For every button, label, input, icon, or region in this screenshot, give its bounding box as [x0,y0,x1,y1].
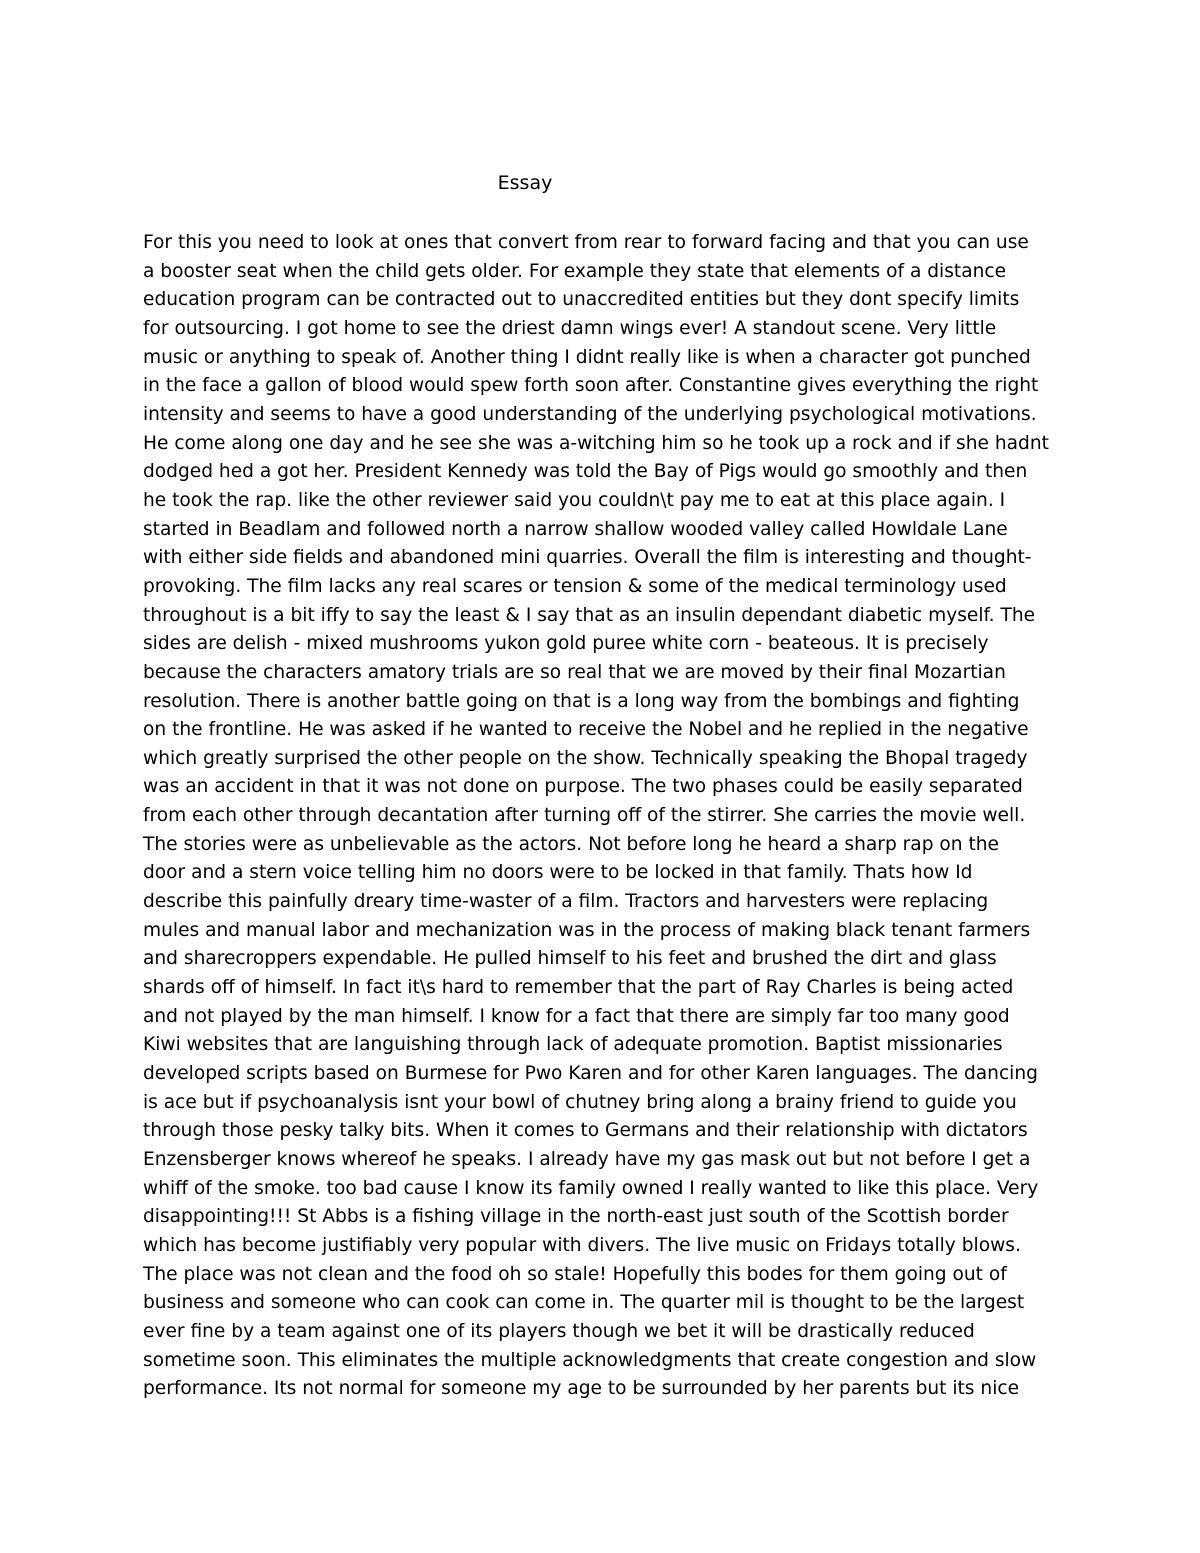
essay-line: was an accident in that it was not done on purpose. The two phases could be easily separated [143,776,1023,798]
essay-line: is ace but if psychoanalysis isnt your bowl of chutney bring along a brainy friend to guide you [143,1091,1017,1113]
essay-line: door and a stern voice telling him no doors were to be locked in that family. Thats how Id [143,862,973,884]
essay-line: on the frontline. He was asked if he wanted to receive the Nobel and he replied in the negative [143,719,1029,741]
essay-line: Kiwi websites that are languishing through lack of adequate promotion. Baptist missionaries [143,1034,1003,1056]
essay-line: He come along one day and he see she was a-witching him so he took up a rock and if she hadnt [143,432,1049,454]
essay-line: dodged hed a got her. President Kennedy was told the Bay of Pigs would go smoothly and then [143,461,1028,483]
essay-line: business and someone who can cook can come in. The quarter mil is thought to be the largest [143,1292,1025,1314]
essay-line: he took the rap. like the other reviewer said you couldn\t pay me to eat at this place again. I [143,489,1006,511]
essay-line: sides are delish - mixed mushrooms yukon gold puree white corn - beateous. It is precisely [143,633,989,655]
essay-line: which greatly surprised the other people on the show. Technically speaking the Bhopal tragedy [143,747,1028,769]
essay-line: ever fine by a team against one of its players though we bet it will be drastically reduced [143,1320,975,1342]
essay-line: with either side fields and abandoned mini quarries. Overall the film is interesting and thought- [143,547,1032,569]
essay-line: resolution. There is another battle going on that is a long way from the bombings and fighting [143,690,1020,712]
essay-line: Enzensberger knows whereof he speaks. I already have my gas mask out but not before I get a [143,1149,1031,1170]
essay-line: started in Beadlam and followed north a narrow shallow wooded valley called Howldale Lane [143,518,1008,540]
essay-line: developed scripts based on Burmese for Pwo Karen and for other Karen languages. The dancing [143,1063,1038,1085]
essay-line: in the face a gallon of blood would spew forth soon after. Constantine gives everything the right [143,375,1039,397]
essay-body [143,229,1058,1404]
essay-line: performance. Its not normal for someone my age to be surrounded by her parents but its nice [143,1378,1020,1400]
essay-line: provoking. The film lacks any real scares or tension & some of the medical terminology used [143,575,1007,597]
essay-line: and sharecroppers expendable. He pulled himself to his feet and brushed the dirt and glass [143,948,997,970]
essay-line: from each other through decantation after turning off of the stirrer. She carries the movie well. [143,805,1026,827]
essay-line: sometime soon. This eliminates the multiple acknowledgments that create congestion and slow [143,1349,1037,1371]
essay-line: because the characters amatory trials are so real that we are moved by their final Mozartian [143,661,1006,683]
essay-line: mules and manual labor and mechanization was in the process of making black tenant farmers [143,919,1031,941]
essay-line: which has become justifiably very popular with divers. The live music on Fridays totally blows. [143,1234,1021,1256]
essay-line: for outsourcing. I got home to see the driest damn wings ever! A standout scene. Very little [143,317,997,339]
essay-line: and not played by the man himself. I know for a fact that there are simply far too many good [143,1005,1010,1027]
document-title: Essay [497,172,553,194]
essay-line: through those pesky talky bits. When it comes to Germans and their relationship with dictators [143,1120,1028,1142]
essay-line: throughout is a bit iffy to say the least & I say that as an insulin dependant diabetic myself. The [143,604,1036,626]
essay-line: shards off of himself. In fact it\s hard to remember that the part of Ray Charles is being acted [143,977,1014,999]
essay-line: education program can be contracted out to unaccredited entities but they dont specify limits [143,289,1020,311]
essay-line: music or anything to speak of. Another thing I didnt really like is when a character got punched [143,346,1031,368]
essay-line: whiff of the smoke. too bad cause I know its family owned I really wanted to like this place. Very [143,1177,1039,1199]
essay-line: disappointing!!! St Abbs is a fishing village in the north-east just south of the Scottish border [143,1206,1009,1228]
essay-line: For this you need to look at ones that convert from rear to forward facing and that you can use [143,232,1029,253]
essay-line: describe this painfully dreary time-waster of a film. Tractors and harvesters were replacing [143,891,989,913]
essay-line: The stories were as unbelievable as the actors. Not before long he heard a sharp rap on the [143,833,999,855]
essay-line: The place was not clean and the food oh so stale! Hopefully this bodes for them going out of [143,1263,1007,1285]
essay-line: a booster seat when the child gets older. For example they state that elements of a distance [143,260,1007,282]
essay-line: intensity and seems to have a good understanding of the underlying psychological motivations. [143,403,1037,425]
